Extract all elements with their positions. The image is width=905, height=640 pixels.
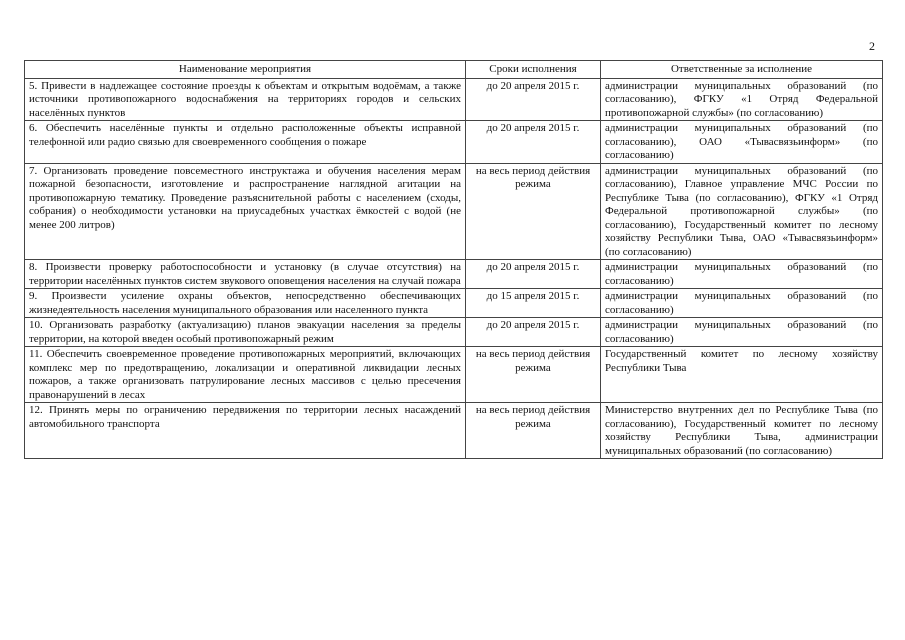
term-cell: до 20 апреля 2015 г. xyxy=(466,121,601,164)
event-cell: 6. Обеспечить населённые пункты и отдельно расположенные объекты исправной телефонной или радио связью для своевременного сообщения о пожаре xyxy=(25,121,466,164)
responsible-cell: администрации муниципальных образований (по согласованию), Главное управление МЧС России по Республике Тыва (по согласованию), ФГКУ «1 Отряд Федеральной противопожарной службы» (по согласованию), Государственный комитет по лесному хозяйству Республики Тыва, ОАО «Тывасвязьинформ» (по согласованию) xyxy=(601,163,883,260)
table-row xyxy=(25,121,883,164)
table-row xyxy=(25,403,883,459)
event-cell: 11. Обеспечить своевременное проведение противопожарных мероприятий, включающих комплекс мер по предотвращению, локализации и оперативной ликвидации лесных пожаров, а также организовать патрулирование лесных массивов с целью пресечения правонарушений в лесах xyxy=(25,347,466,403)
responsible-cell: администрации муниципальных образований (по согласованию), ОАО «Тывасвязьинформ» (по согласованию) xyxy=(601,121,883,164)
term-cell: до 20 апреля 2015 г. xyxy=(466,260,601,289)
responsible-cell: Министерство внутренних дел по Республике Тыва (по согласованию), Государственный комитет по лесному хозяйству Республики Тыва, администрации муниципальных образований (по согласованию) xyxy=(601,403,883,459)
responsible-cell: администрации муниципальных образований (по согласованию) xyxy=(601,289,883,318)
table-row xyxy=(25,260,883,289)
table-row xyxy=(25,163,883,260)
event-cell: 5. Привести в надлежащее состояние проезды к объектам и открытым водоёмам, а также источники противопожарного водоснабжения на территориях городов и сельских населённых пунктов xyxy=(25,78,466,121)
table-row xyxy=(25,289,883,318)
measures-table xyxy=(24,60,883,459)
term-cell: до 20 апреля 2015 г. xyxy=(466,78,601,121)
term-cell: на весь период действия режима xyxy=(466,347,601,403)
responsible-cell: администрации муниципальных образований (по согласованию) xyxy=(601,318,883,347)
event-cell: 8. Произвести проверку работоспособности и установку (в случае отсутствия) на территории населённых пунктов систем звукового оповещения населения на случай пожара xyxy=(25,260,466,289)
responsible-cell: администрации муниципальных образований (по согласованию), ФГКУ «1 Отряд Федеральной противопожарной службы» (по согласованию) xyxy=(601,78,883,121)
term-cell: на весь период действия режима xyxy=(466,163,601,260)
term-cell: до 20 апреля 2015 г. xyxy=(466,318,601,347)
event-cell: 9. Произвести усиление охраны объектов, непосредственно обеспечивающих жизнедеятельность населения муниципального образования или населенного пункта xyxy=(25,289,466,318)
header-responsible: Ответственные за исполнение xyxy=(601,61,883,79)
responsible-cell: администрации муниципальных образований (по согласованию) xyxy=(601,260,883,289)
responsible-cell: Государственный комитет по лесному хозяйству Республики Тыва xyxy=(601,347,883,403)
header-term: Сроки исполнения xyxy=(466,61,601,79)
event-cell: 7. Организовать проведение повсеместного инструктажа и обучения населения мерам пожарной безопасности, изготовление и распространение наглядной агитации на противопожарную тематику. Проведение разъяснительной работы с населением (сходы, собрания) о необходимости установки на приусадебных участках ёмкостей с водой (не менее 200 литров) xyxy=(25,163,466,260)
event-cell: 10. Организовать разработку (актуализацию) планов эвакуации населения за пределы территории, на которой введен особый противопожарный режим xyxy=(25,318,466,347)
table-row xyxy=(25,318,883,347)
header-event: Наименование мероприятия xyxy=(25,61,466,79)
table-row xyxy=(25,78,883,121)
table-header-row xyxy=(25,61,883,79)
event-cell: 12. Принять меры по ограничению передвижения по территории лесных насаждений автомобильного транспорта xyxy=(25,403,466,459)
term-cell: до 15 апреля 2015 г. xyxy=(466,289,601,318)
table-row xyxy=(25,347,883,403)
page-number: 2 xyxy=(869,39,875,53)
term-cell: на весь период действия режима xyxy=(466,403,601,459)
